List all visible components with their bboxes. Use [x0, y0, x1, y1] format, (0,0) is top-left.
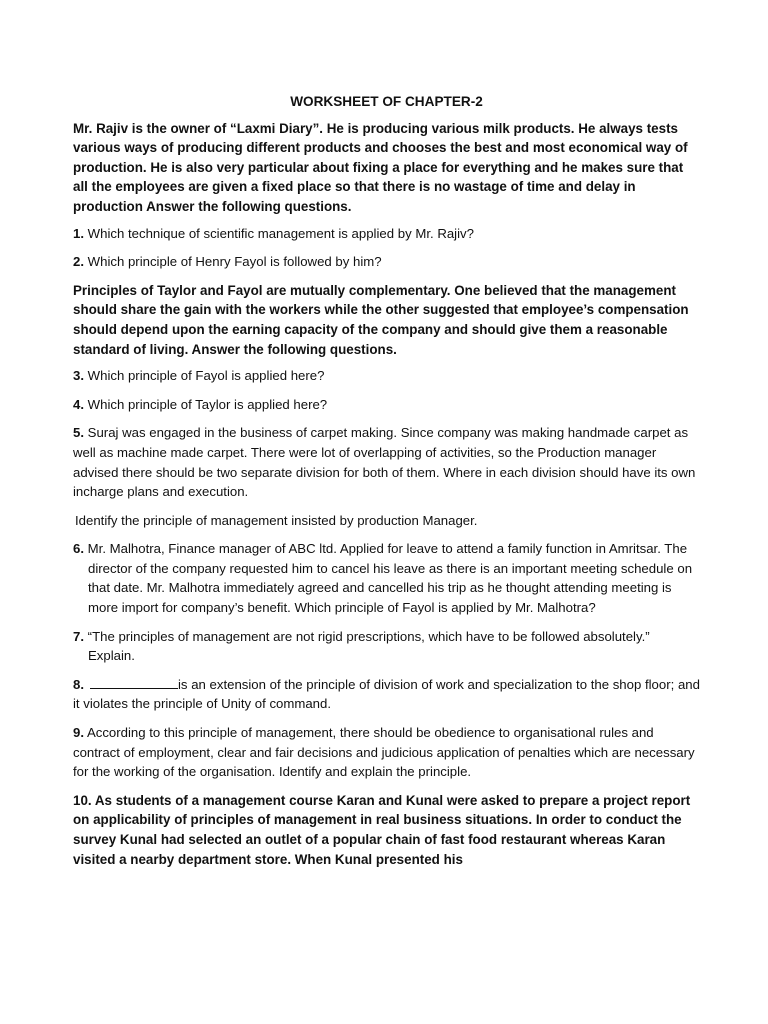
- question-5: [73, 423, 700, 501]
- question-1: [73, 224, 700, 244]
- question-6: [73, 539, 700, 617]
- question-text: is an extension of the principle of division of work and specialization to the shop floor; and it violates the principle of Unity of command.: [73, 676, 700, 712]
- question-4: [73, 395, 700, 415]
- question-text: Mr. Malhotra, Finance manager of ABC ltd. Applied for leave to attend a family function in Amritsar. The director of the company requested him to cancel his leave as there is an important meeting schedule on that date. Mr. Malhotra immediately agreed and cancelled his trip as he thought attending meeting is more import for company’s benefit. Which principle of Fayol is applied by Mr. Malhotra?: [87, 541, 693, 616]
- question-number: 7.: [73, 628, 84, 644]
- question-number: 10.: [73, 792, 92, 808]
- question-number: 1.: [73, 225, 84, 241]
- question-number: 4.: [73, 396, 84, 412]
- question-text: Which principle of Taylor is applied here?: [87, 396, 328, 412]
- question-number: 8.: [73, 676, 84, 692]
- question-text: According to this principle of management, there should be obedience to organisational rules and contract of employment, clear and fair decisions and judicious application of penalties which are necessary for the working of the organisation. Identify and explain the principle.: [73, 725, 695, 780]
- question-number: 2.: [73, 254, 84, 270]
- case-study-1: Mr. Rajiv is the owner of “Laxmi Diary”. He is producing various milk products. He always tests various ways of producing different products and chooses the best and most economical way of production. He is also very particular about fixing a place for everything and he makes sure that all the employees are given a fixed place so that there is no wastage of time and delay in production Answer the following questions.: [73, 120, 688, 214]
- question-text: Which principle of Fayol is applied here?: [87, 368, 325, 384]
- question-text: Suraj was engaged in the business of carpet making. Since company was making handmade carpet as well as machine made carpet. There were lot of overlapping of activities, so the Production manager advised there should be two separate division for both of them. Where in each division should have its own incharge plans and execution.: [73, 425, 696, 500]
- question-9: [73, 723, 700, 782]
- question-text: Which technique of scientific management is applied by Mr. Rajiv?: [87, 225, 474, 241]
- question-number: 5.: [73, 425, 84, 441]
- question-text: Which principle of Henry Fayol is followed by him?: [87, 254, 382, 270]
- question-2: [73, 252, 700, 272]
- fill-in-blank[interactable]: [90, 676, 178, 689]
- question-8: [73, 675, 700, 714]
- question-10: [73, 791, 700, 869]
- case-study-2: Principles of Taylor and Fayol are mutually complementary. One believed that the management should share the gain with the workers while the other suggested that employee’s compensation should depend upon the earning capacity of the company and should give them a reasonable standard of living. Answer the following questions.: [73, 282, 689, 357]
- question-7: [73, 627, 700, 666]
- question-number: 6.: [73, 541, 84, 557]
- worksheet-title: WORKSHEET OF CHAPTER-2: [290, 94, 483, 109]
- question-text: “The principles of management are not rigid prescriptions, which have to be followed absolutely.” Explain.: [87, 628, 650, 664]
- question-3: [73, 366, 700, 386]
- worksheet-page: [73, 92, 700, 878]
- question-number: 3.: [73, 368, 84, 384]
- question-text: As students of a management course Karan and Kunal were asked to prepare a project report on applicability of principles of management in real business situations. In order to conduct the survey Kunal had selected an outlet of a popular chain of fast food restaurant whereas Karan visited a nearby department store. When Kunal presented his: [73, 792, 691, 867]
- question-number: 9.: [73, 725, 84, 741]
- question-5-instruction: Identify the principle of management insisted by production Manager.: [75, 512, 478, 528]
